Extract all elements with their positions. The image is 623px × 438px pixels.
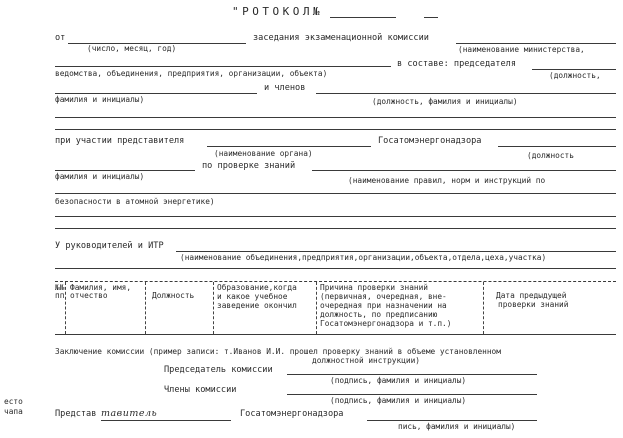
- th-reason-1: Причина проверки знаний: [320, 283, 428, 292]
- hint-ministry: (наименование министерства,: [458, 45, 585, 54]
- th-num-2: пп: [55, 291, 65, 300]
- members-label: и членов: [264, 83, 306, 93]
- table-bottom-rule: [55, 334, 616, 335]
- hint-chair-position: (должность,: [549, 71, 601, 80]
- blank-line-2: [55, 129, 616, 130]
- rep-sign-line: [367, 420, 537, 421]
- hint-rep-pos: (должность: [527, 151, 574, 160]
- blank-line-3: [55, 216, 616, 217]
- rules-cont-line: [55, 193, 616, 194]
- th-edu-1: Образование,когда: [217, 283, 297, 292]
- check-label: по проверке знаний: [202, 161, 296, 171]
- th-date-2: проверки знаний: [498, 300, 569, 309]
- th-edu-3: заведение окончил: [217, 301, 297, 310]
- conclusion-text-2: должностной инструкции): [312, 356, 420, 365]
- th-reason-5: Госатомэнергонадзора и т.п.): [320, 319, 452, 328]
- composition-label: в составе: председателя: [397, 59, 516, 69]
- members-sign-label: Члены комиссии: [164, 385, 237, 395]
- table-sep-1: [65, 282, 66, 334]
- rep-sign-handwritten: тавитель: [101, 408, 158, 419]
- rep-sign-hint: пись, фамилия и инициалы): [398, 422, 516, 431]
- ministry-line: [456, 43, 616, 44]
- hint-org: (наименование органа): [214, 149, 313, 158]
- hint-members: (должность, фамилия и инициалы): [372, 97, 518, 106]
- protocol-title: "POTOKOЛ№: [232, 5, 324, 18]
- th-num-1: №№: [55, 283, 65, 292]
- hint-rep-fio: фамилия и инициалы): [55, 172, 145, 181]
- th-reason-2: (первичная, очередная, вне-: [320, 292, 447, 301]
- th-position: Должность: [152, 291, 195, 300]
- th-name-1: Фамилия, имя,: [70, 283, 132, 292]
- chair-line: [532, 69, 616, 70]
- chair-sign-label: Председатель комиссии: [164, 365, 273, 375]
- rep-pos-line: [498, 146, 616, 147]
- members-line: [316, 93, 616, 94]
- members-sign-line: [287, 394, 537, 395]
- gos-sign-label: Госатомэнергонадзора: [240, 409, 344, 419]
- org-hint: ведомства, объединения, предприятия, организации, объекта): [55, 69, 328, 78]
- table-sep-3: [213, 282, 214, 334]
- hint-chair-fio: фамилия и инициалы): [55, 95, 145, 104]
- table-top-rule: [55, 281, 616, 282]
- ot-label: от: [55, 33, 66, 43]
- chair-name-line: [55, 93, 257, 94]
- org-line: [55, 66, 391, 67]
- title-number-line: [330, 17, 396, 18]
- th-reason-4: должность, по предписанию: [320, 310, 438, 319]
- conclusion-text: Заключение комиссии (пример записи: т.Иванов И.И. прошел проверку знаний в объеме установленном: [55, 347, 501, 356]
- chair-sign-line: [287, 374, 537, 375]
- stamp-label-1: есто: [4, 397, 23, 406]
- th-name-2: отчество: [70, 291, 108, 300]
- blank-line-5: [55, 268, 616, 269]
- rep-sign-printed: Представ: [55, 409, 97, 419]
- hint-rules: (наименование правил, норм и инструкций по: [348, 176, 546, 185]
- mgr-hint: (наименование объединения,предприятия,организации,объекта,отдела,цеха,участка): [180, 253, 547, 262]
- rep-fio-line: [55, 170, 195, 171]
- members-sign-hint: (подпись, фамилия и инициалы): [330, 396, 467, 405]
- blank-line-1: [55, 117, 616, 118]
- table-sep-5: [483, 282, 484, 334]
- th-edu-2: и какое учебное: [217, 292, 288, 301]
- rep-name-line: [101, 420, 231, 421]
- rep-label: при участии представителя: [55, 136, 185, 146]
- th-reason-3: очередная при назначении на: [320, 301, 447, 310]
- rules-line: [312, 170, 616, 171]
- th-date-1: Дата предыдущей: [496, 291, 567, 300]
- table-sep-2: [145, 282, 146, 334]
- stamp-label-2: чапа: [4, 407, 23, 416]
- safety-hint: безопасности в атомной энергетике): [55, 197, 215, 206]
- hint-date: (число, месяц, год): [87, 44, 177, 53]
- table-sep-4: [316, 282, 317, 334]
- mgr-label: У руководителей и ИТР: [55, 241, 164, 251]
- title-tail-line: [424, 17, 438, 18]
- meeting-label: заседания экзаменационной комиссии: [253, 33, 429, 43]
- gos-label: Госатомэнергонадзора: [378, 136, 482, 146]
- blank-line-4: [55, 228, 616, 229]
- chair-sign-hint: (подпись, фамилия и инициалы): [330, 376, 467, 385]
- mgr-line: [176, 251, 616, 252]
- rep-org-line: [207, 146, 371, 147]
